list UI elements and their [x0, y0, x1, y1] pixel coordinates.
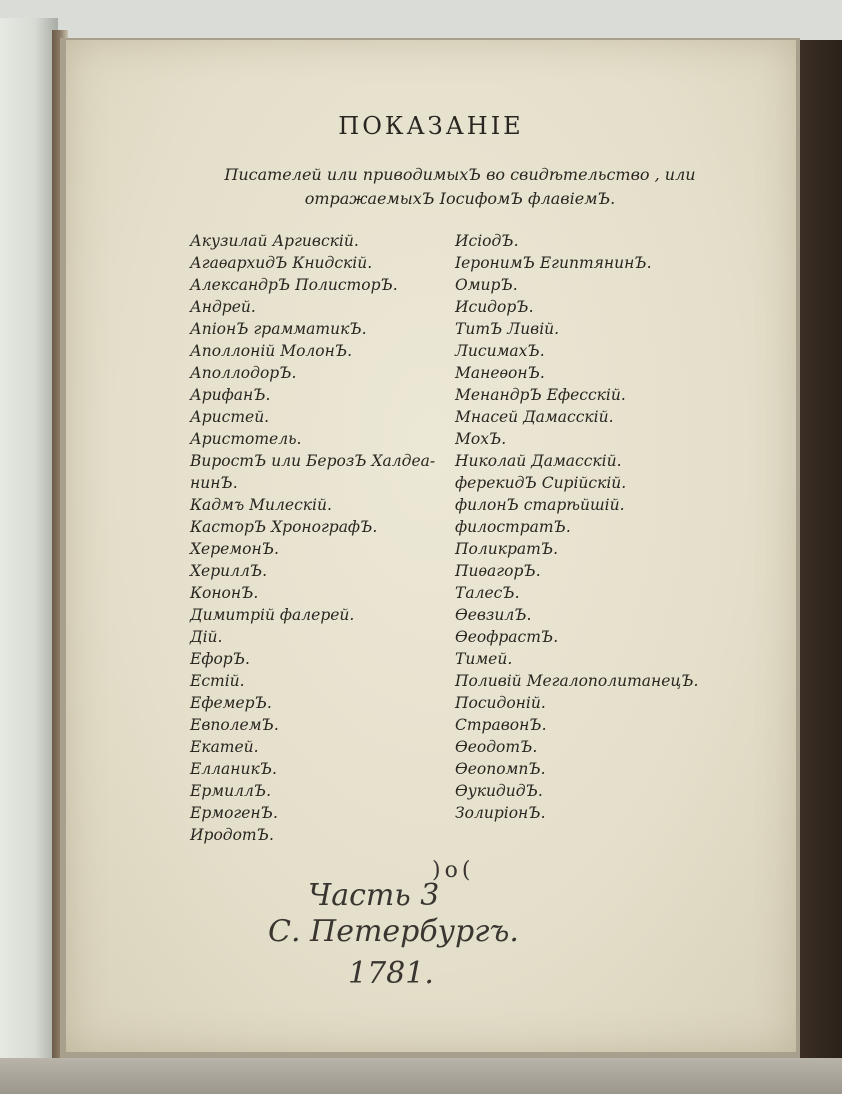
list-item: Аристей. [190, 408, 270, 426]
list-item: ТитЪ Ливiй. [455, 320, 560, 338]
list-item: ЗолирiонЪ. [455, 804, 546, 822]
list-item: ИродотЪ. [190, 826, 274, 844]
list-item: ХериллЪ. [190, 562, 268, 580]
list-item: ЕфемерЪ. [190, 694, 272, 712]
list-item: ѲеодотЪ. [455, 738, 538, 756]
list-item: ѲеопомпЪ. [455, 760, 546, 778]
ornament: )o( [432, 858, 475, 883]
handwritten-year: 1781. [348, 956, 434, 991]
list-item: ѲевзилЪ. [455, 606, 532, 624]
list-item: ИсiодЪ. [455, 232, 519, 250]
list-item: Тимей. [455, 650, 513, 668]
list-item: КононЪ. [190, 584, 259, 602]
list-item: Николай Дамасскiй. [455, 452, 622, 470]
list-item: ѲеофрастЪ. [455, 628, 559, 646]
list-item: ПиѳагорЪ. [455, 562, 541, 580]
list-item: МохЪ. [455, 430, 507, 448]
page-subtitle [150, 163, 770, 211]
list-item: Посидонiй. [455, 694, 546, 712]
list-item: АпiонЪ грамматикЪ. [190, 320, 367, 338]
list-item: АгаѳархидЪ Книдскiй. [190, 254, 373, 272]
list-item: Поливiй МегалополитанецЪ. [455, 672, 699, 690]
list-item: IеронимЪ ЕгиптянинЪ. [455, 254, 652, 272]
left-page-edge [0, 18, 58, 1063]
list-item: АполлодорЪ. [190, 364, 297, 382]
list-item: ЕлланикЪ. [190, 760, 277, 778]
list-item: ВиростЪ или БерозЪ Халдеа- [190, 452, 436, 470]
list-item: Андрей. [190, 298, 256, 316]
right-shadow [800, 40, 842, 1094]
list-item: ПоликратЪ. [455, 540, 559, 558]
list-item: филостратЪ. [455, 518, 571, 536]
list-item: Екатей. [190, 738, 259, 756]
handwritten-city: С. Петербургъ. [268, 914, 519, 949]
list-item: ХеремонЪ. [190, 540, 279, 558]
list-item: КасторЪ ХронографЪ. [190, 518, 378, 536]
right-column [455, 230, 755, 824]
list-item: АлександрЪ ПолисторЪ. [190, 276, 398, 294]
list-item: ЕвполемЪ. [190, 716, 279, 734]
list-item: Аполлонiй МолонЪ. [190, 342, 353, 360]
list-item: АрифанЪ. [190, 386, 271, 404]
subtitle-line-1: Писателей или приводимыхЪ во свидѣтельство , или [224, 165, 696, 184]
bottom-shadow [0, 1058, 842, 1094]
list-item: Димитрiй фалерей. [190, 606, 355, 624]
list-item: МенандрЪ Ефесскiй. [455, 386, 626, 404]
list-item: Естiй. [190, 672, 245, 690]
list-item: Мнасей Дамасскiй. [455, 408, 614, 426]
page-title: ПОКАЗАНIЕ [338, 112, 524, 140]
list-item: ТалесЪ. [455, 584, 520, 602]
subtitle-line-2: отражаемыхЪ IосифомЪ флавiемЪ. [304, 189, 616, 208]
list-item: ЕрмогенЪ. [190, 804, 278, 822]
list-item: Аристотель. [190, 430, 302, 448]
list-item: Акузилай Аргивскiй. [190, 232, 359, 250]
list-item: ЕфорЪ. [190, 650, 250, 668]
handwritten-volume: Часть 3 [308, 878, 440, 913]
list-item: ЕрмиллЪ. [190, 782, 272, 800]
list-item: ИсидорЪ. [455, 298, 534, 316]
list-item: Дiй. [190, 628, 223, 646]
list-item: ѲукидидЪ. [455, 782, 543, 800]
list-item: МанеѳонЪ. [455, 364, 545, 382]
list-item: филонЪ старѣйшiй. [455, 496, 625, 514]
list-item: нинЪ. [190, 474, 238, 492]
list-item: ферекидЪ Сирiйскiй. [455, 474, 627, 492]
list-item: Кадмъ Милескiй. [190, 496, 332, 514]
list-item: СтравонЪ. [455, 716, 547, 734]
list-item: ОмирЪ. [455, 276, 518, 294]
list-item: ЛисимахЪ. [455, 342, 545, 360]
left-column [190, 230, 460, 846]
